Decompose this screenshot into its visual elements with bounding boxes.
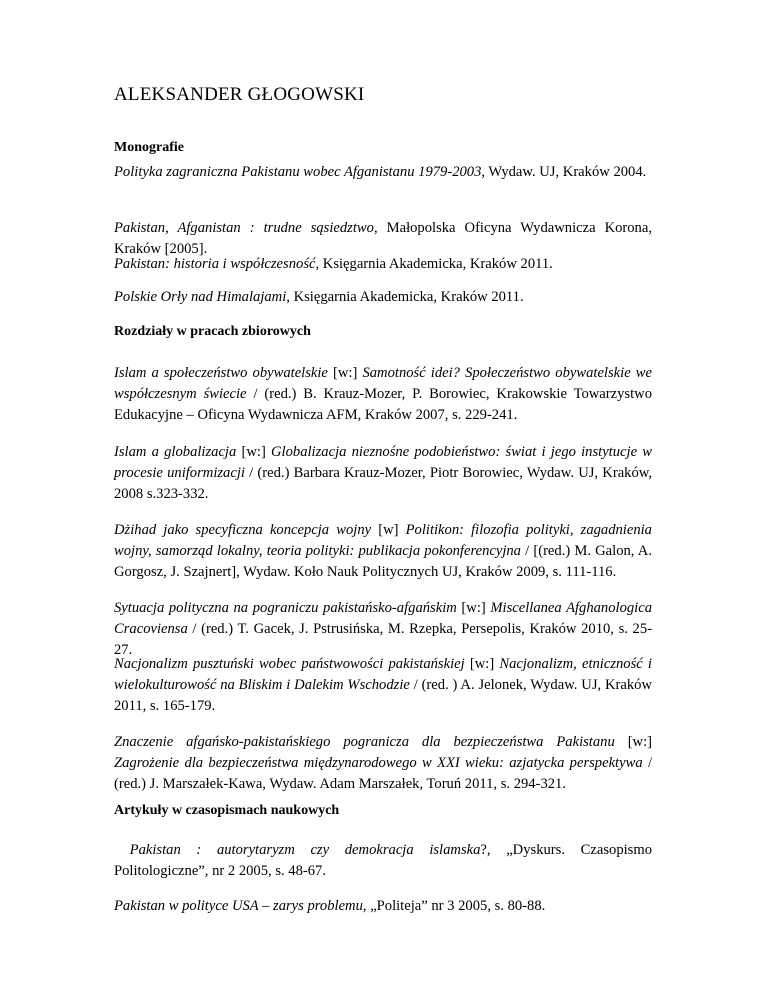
item-title: Islam a globalizacja xyxy=(114,444,237,460)
item-title: Pakistan, Afganistan : trudne sąsiedztwo xyxy=(114,220,374,236)
item-in: [w:] xyxy=(464,656,500,672)
item-publisher: / (red.) J. Marszałek-Kawa, Wydaw. Adam Marszałek, Toruń 2011, s. 294-321. xyxy=(114,755,652,792)
list-item xyxy=(114,254,652,275)
item-title: Pakistan: historia i współczesność, xyxy=(114,256,320,272)
list-item xyxy=(114,598,652,661)
list-item xyxy=(114,363,652,426)
item-source: Zagrożenie dla bezpieczeństwa międzynarodowego w XXI wieku: azjatycka perspektywa xyxy=(114,755,643,771)
item-title: Islam a społeczeństwo obywatelskie xyxy=(114,365,328,381)
item-title: Znaczenie afgańsko-pakistańskiego pogranicza dla bezpieczeństwa Pakistanu xyxy=(114,734,615,750)
item-title: Dżihad jako specyficzna koncepcja wojny xyxy=(114,522,372,538)
item-title: Pakistan : autorytaryzm czy demokracja islamska xyxy=(114,842,481,858)
item-source: Nacjonalizm, etniczność i wielokulturowość na Bliskim i Dalekim Wschodzie xyxy=(114,656,652,693)
item-journal: , „Politeja” nr 3 2005, s. 80-88. xyxy=(362,898,546,914)
item-publisher: / (red.) Barbara Krauz-Mozer, Piotr Borowiec, Wydaw. UJ, Kraków, 2008 s.323-332. xyxy=(114,465,652,502)
list-item xyxy=(114,654,652,717)
item-in: [w] xyxy=(371,522,406,538)
item-title: Pakistan w polityce USA – zarys problemu xyxy=(114,898,363,914)
item-publisher: , Małopolska Oficyna Wydawnicza Korona, Kraków [2005]. xyxy=(114,220,652,257)
item-source: Samotność idei? Społeczeństwo obywatelskie we współczesnym świecie xyxy=(114,365,652,402)
item-in: [w:] xyxy=(236,444,272,460)
list-item xyxy=(114,732,652,795)
item-publisher: / (red.) B. Krauz-Mozer, P. Borowiec, Krakowskie Towarzystwo Edukacyjne – Oficyna Wydawnicza AFM, Kraków 2007, s. 229-241. xyxy=(114,386,652,423)
item-title: Polityka zagraniczna Pakistanu wobec Afganistanu 1979-2003, xyxy=(114,164,486,180)
item-in: [w:] xyxy=(456,600,491,616)
item-publisher: Księgarnia Akademicka, Kraków 2011. xyxy=(289,289,524,305)
item-source: Globalizacja nieznośne podobieństwo: świat i jego instytucje w procesie uniformizacji xyxy=(114,444,652,481)
item-publisher: / [(red.) M. Galon, A. Gorgosz, J. Szajnert], Wydaw. Koło Nauk Politycznych UJ, Kraków 2009, s. 111-116. xyxy=(114,543,652,580)
author-name: ALEKSANDER GŁOGOWSKI xyxy=(114,84,365,105)
list-item xyxy=(114,840,652,882)
item-source: Politikon: filozofia polityki, zagadnienia wojny, samorząd lokalny, teoria polityki: publikacja pokonferencyjna xyxy=(114,522,652,559)
section-heading-artykuly: Artykuły w czasopismach naukowych xyxy=(114,803,340,818)
item-in: [w:] xyxy=(614,734,653,750)
item-publisher: / (red.) T. Gacek, J. Pstrusińska, M. Rzepka, Persepolis, Kraków 2010, s. 25-27. xyxy=(114,621,652,658)
item-title: Polskie Orły nad Himalajami, xyxy=(114,289,290,305)
list-item xyxy=(114,520,652,583)
item-title: Nacjonalizm pusztuński wobec państwowości pakistańskiej xyxy=(114,656,465,672)
section-heading-rozdzialy: Rozdziały w pracach zbiorowych xyxy=(114,324,311,339)
item-title: Sytuacja polityczna na pograniczu pakistańsko-afgańskim xyxy=(114,600,457,616)
item-source: Miscellanea Afghanologica Cracoviensa xyxy=(114,600,652,637)
item-journal: ?, „Dyskurs. Czasopismo Politologiczne”, nr 2 2005, s. 48-67. xyxy=(114,842,652,879)
item-publisher: / (red. ) A. Jelonek, Wydaw. UJ, Kraków 2011, s. 165-179. xyxy=(114,677,652,714)
section-heading-monografie: Monografie xyxy=(114,140,184,155)
item-in: [w:] xyxy=(327,365,363,381)
list-item xyxy=(114,442,652,505)
item-publisher: Wydaw. UJ, Kraków 2004. xyxy=(485,164,647,180)
item-publisher: Księgarnia Akademicka, Kraków 2011. xyxy=(319,256,553,272)
list-item xyxy=(114,896,652,917)
list-item xyxy=(114,162,652,183)
list-item xyxy=(114,287,652,308)
